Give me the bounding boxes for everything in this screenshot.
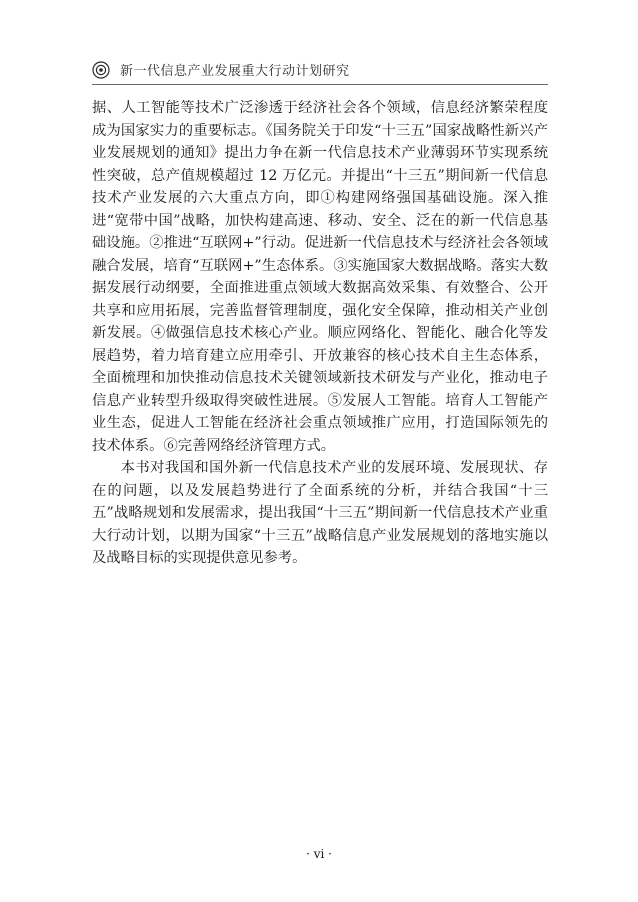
header-divider	[92, 84, 548, 85]
paragraph: 本书对我国和国外新一代信息技术产业的发展环境、发展现状、存在的问题，以及发展趋势进行了全面系统的分析，并结合我国“十三五”战略规划和发展需求，提出我国“十三五”期间新一代信息技术产业重大行动计划，以期为国家“十三五”战略信息产业发展规划的落地实施以及战略目标的实现提供意见参考。	[92, 460, 548, 566]
paragraph-continued: 据、人工智能等技术广泛渗透于经济社会各个领域，信息经济繁荣程度成为国家实力的重要标志。《国务院关于印发“十三五”国家战略性新兴产业发展规划的通知》提出力争在新一代信息技术产业薄弱环节实现系统性突破，总产值规模超过 12 万亿元。并提出“十三五”期间新一代信息技术产业发展的六大重点方向，即①构建网络强国基础设施。深入推进“宽带中国”战略，加快构建高速、移动、安全、泛在的新一代信息基础设施。②推进“互联网+”行动。促进新一代信息技术与经济社会各领域融合发展，培育“互联网+”生态体系。③实施国家大数据战略。落实大数据发展行动纲要，全面推进重点领域大数据高效采集、有效整合、公开共享和应用拓展，完善监督管理制度，强化安全保障，推动相关产业创新发展。④做强信息技术核心产业。顺应网络化、智能化、融合化等发展趋势，着力培育建立应用牵引、开放兼容的核心技术自主生态体系，全面梳理和加快推动信息技术关键领域新技术研发与产业化，推动电子信息产业转型升级取得突破性进展。⑤发展人工智能。培育人工智能产业生态，促进人工智能在经济社会重点领域推广应用，打造国际领先的技术体系。⑥完善网络经济管理方式。	[92, 100, 548, 454]
page-number: · vi ·	[306, 847, 332, 861]
body-text	[92, 97, 548, 570]
bullseye-icon	[92, 61, 110, 79]
header-title: 新一代信息产业发展重大行动计划研究	[120, 64, 350, 79]
running-header	[92, 60, 350, 79]
